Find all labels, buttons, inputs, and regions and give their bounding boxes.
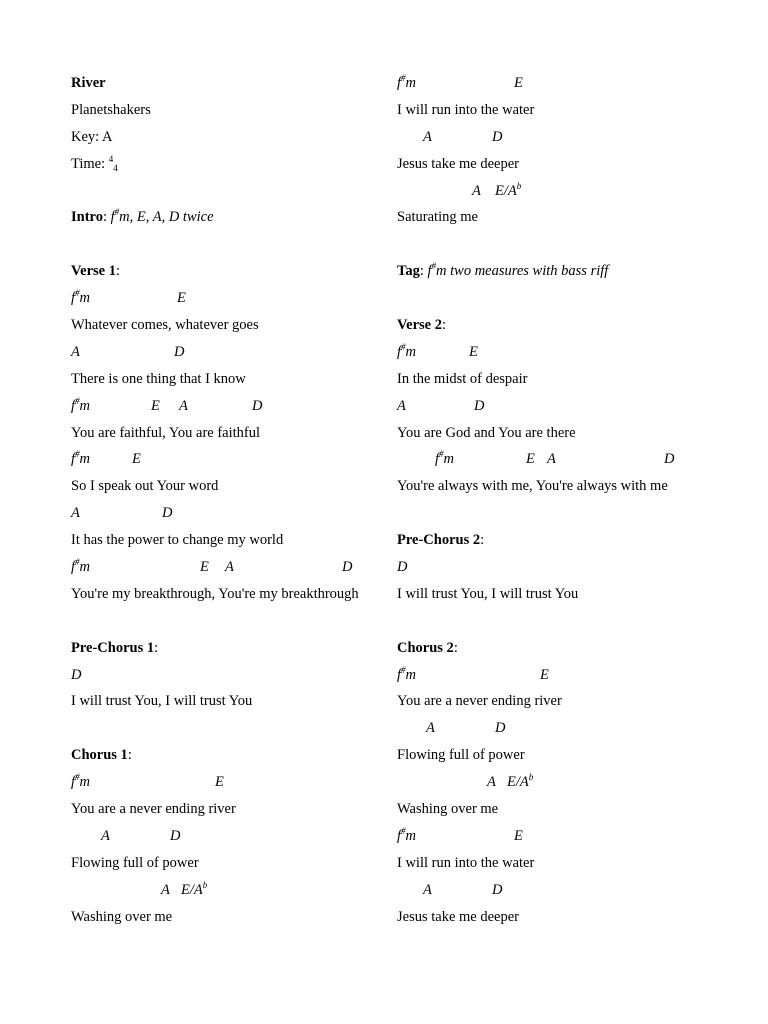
lyric-line: Jesus take me deeper — [397, 155, 519, 172]
chord-d: D — [492, 128, 503, 145]
chord-a: A — [101, 827, 110, 844]
chord-line — [71, 446, 381, 473]
song-time — [71, 151, 381, 178]
chord-d: D — [397, 559, 408, 576]
chord-d: D — [170, 827, 181, 844]
chord-d: D — [495, 720, 506, 737]
lyric-line: I will trust You, I will trust You — [71, 693, 253, 710]
chord-e: E — [514, 75, 523, 91]
chord-e-over-ab: $E/A^b$ — [507, 772, 534, 791]
lyric-line: I will run into the water — [397, 854, 535, 871]
tag-line: Tag: f#m two measures with bass riff — [397, 261, 609, 280]
chord-a: A — [225, 559, 234, 576]
prechorus1-heading: Pre-Chorus 1: — [71, 639, 159, 656]
chord-d: D — [664, 451, 675, 468]
chord-e: E — [215, 774, 224, 791]
right-column — [397, 70, 737, 931]
tag-text: f#m two measures with bass riff — [427, 261, 609, 280]
lyric-line: Flowing full of power — [71, 854, 199, 871]
chord-a: A — [397, 397, 406, 414]
chord-line — [71, 285, 381, 312]
chord-line — [397, 715, 737, 742]
chord-line — [71, 500, 381, 527]
chord-line — [71, 393, 381, 420]
chord-e: E — [132, 451, 141, 468]
chord-line — [397, 662, 737, 689]
chord-a: A — [179, 397, 188, 414]
lyric-line: So I speak out Your word — [71, 478, 219, 495]
chord-e: E — [526, 451, 535, 468]
lyric-line: Washing over me — [397, 801, 499, 818]
chord-e: E — [469, 343, 478, 360]
chord-d: D — [492, 881, 503, 898]
chord-fsm: f#m — [71, 449, 91, 468]
lyric-line: You are God and You are there — [397, 424, 576, 441]
chord-d: D — [252, 397, 263, 414]
lyric-line: It has the power to change my world — [71, 532, 284, 549]
lyric-line: Jesus take me deeper — [397, 908, 519, 925]
intro-chords: f#m, E, A, D twice — [110, 207, 214, 226]
chord-fsm: f#m — [397, 826, 417, 844]
lyric-line: You're my breakthrough, You're my breakthrough — [71, 585, 359, 602]
prechorus2-heading: Pre-Chorus 2: — [397, 532, 485, 549]
lyric-line: Washing over me — [71, 908, 173, 925]
chord-line — [71, 662, 381, 689]
chord-a: A — [161, 881, 170, 898]
lyric-line: Flowing full of power — [397, 747, 525, 764]
lyric-line: In the midst of despair — [397, 370, 528, 387]
lyric-line: You are a never ending river — [397, 693, 562, 710]
chord-line — [71, 554, 381, 581]
chord-fsm: f#m — [71, 288, 91, 307]
chord-a: A — [423, 128, 432, 145]
chord-line — [397, 178, 737, 205]
chord-line — [71, 823, 381, 850]
chord-fsm: f#m — [435, 449, 455, 468]
song-artist: Planetshakers — [71, 101, 151, 118]
chord-line — [397, 124, 737, 151]
chord-fsm: f#m — [397, 664, 417, 683]
chord-line — [397, 877, 737, 904]
time-label: Time: — [71, 155, 106, 172]
lyric-line: You are a never ending river — [71, 801, 236, 818]
chord-d: D — [474, 397, 485, 414]
chord-line — [71, 339, 381, 366]
chord-e-over-ab: $E/A^b$ — [181, 879, 208, 898]
chorus2-heading: Chorus 2: — [397, 639, 458, 656]
chord-line — [397, 339, 737, 366]
chord-e: E — [200, 559, 209, 576]
chord-d: D — [174, 343, 185, 360]
chorus1-heading: Chorus 1: — [71, 747, 132, 764]
chord-e-over-ab: $E/A^b$ — [495, 180, 522, 199]
lyric-line: I will trust You, I will trust You — [397, 585, 579, 602]
verse1-heading: Verse 1: — [71, 263, 120, 280]
chord-e: E — [540, 666, 549, 683]
chord-d: D — [342, 559, 353, 576]
chord-line — [397, 446, 737, 473]
chord-line — [397, 769, 737, 796]
chord-fsm: f#m — [397, 73, 417, 91]
chord-d: D — [71, 666, 82, 683]
chord-a: A — [547, 451, 556, 468]
chord-line — [71, 877, 381, 904]
lyric-line: You're always with me, You're always with me — [397, 478, 668, 495]
chord-a: A — [71, 343, 80, 360]
chord-e: E — [151, 397, 160, 414]
chord-line — [71, 769, 381, 796]
intro-line: Intro: f#m, E, A, D twice — [71, 207, 214, 226]
song-key: Key: A — [71, 128, 113, 145]
chord-a: A — [426, 720, 435, 737]
left-column — [71, 70, 381, 931]
chord-line — [397, 823, 737, 850]
chord-fsm: f#m — [71, 772, 91, 791]
chord-fsm: f#m — [71, 395, 91, 414]
chord-line — [397, 70, 737, 97]
intro-label: Intro — [71, 209, 103, 226]
chord-a: A — [487, 774, 496, 791]
tag-label: Tag — [397, 263, 420, 280]
chord-e: E — [177, 290, 186, 307]
lyric-line: Saturating me — [397, 209, 478, 226]
chord-d: D — [162, 505, 173, 522]
time-signature: $^4_4$ — [108, 153, 118, 173]
chord-fsm: f#m — [397, 342, 417, 360]
chord-e: E — [514, 827, 523, 844]
verse2-heading: Verse 2: — [397, 317, 446, 334]
lyric-line: There is one thing that I know — [71, 370, 246, 387]
chord-a: A — [472, 182, 481, 199]
chord-line — [397, 554, 737, 581]
lyric-line: You are faithful, You are faithful — [71, 424, 261, 441]
lyric-line: Whatever comes, whatever goes — [71, 317, 259, 334]
lyric-line: I will run into the water — [397, 101, 535, 118]
chord-a: A — [71, 505, 80, 522]
chord-fsm: f#m — [71, 557, 91, 576]
chord-a: A — [423, 881, 432, 898]
chord-line — [397, 393, 737, 420]
song-title: River — [71, 75, 106, 91]
